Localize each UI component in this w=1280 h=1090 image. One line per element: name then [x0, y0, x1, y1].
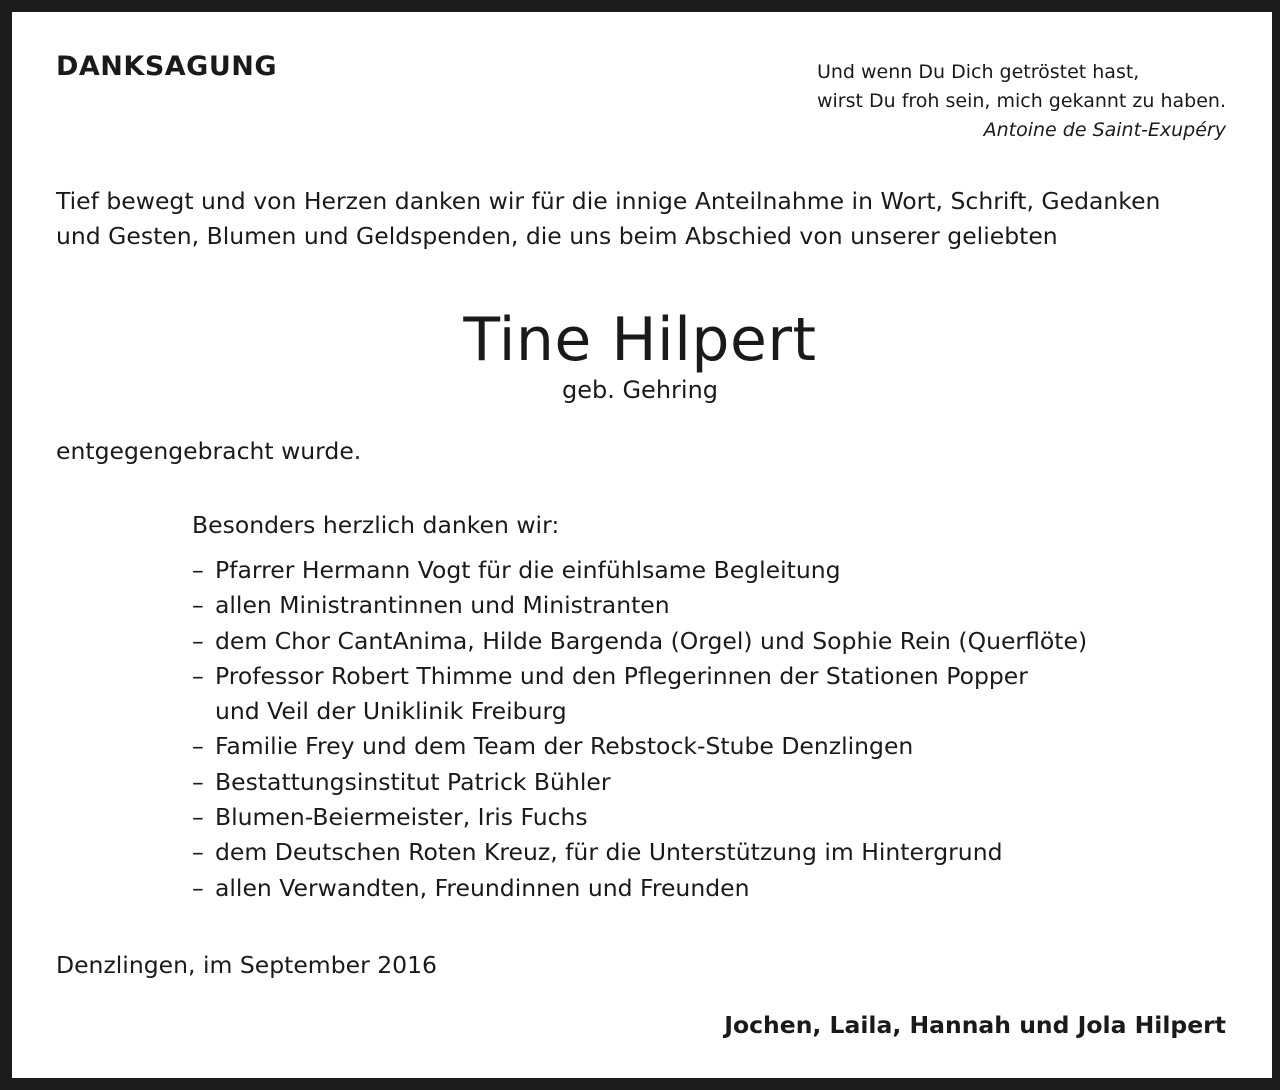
thanks-list-item	[192, 800, 1087, 835]
place-date: Denzlingen, im September 2016	[56, 951, 438, 979]
thanks-list-item	[192, 588, 1087, 623]
quote-line-1: Und wenn Du Dich getröstet hast,	[816, 61, 1140, 83]
thanks-list-item	[192, 729, 1087, 764]
dash-bullet: –	[192, 661, 204, 690]
thanks-item-text: allen Verwandten, Freundinnen und Freunden	[215, 873, 750, 902]
deceased-maiden-name: geb. Gehring	[561, 376, 719, 404]
quote-block	[817, 58, 1226, 145]
intro-conclusion: entgegengebracht wurde.	[56, 437, 362, 465]
dash-bullet: –	[192, 556, 204, 584]
notice-heading: DANKSAGUNG	[56, 51, 278, 82]
thanks-item-text: allen Ministrantinnen und Ministranten	[215, 591, 670, 620]
thanks-list-item	[192, 624, 1087, 659]
thanks-list-item	[192, 835, 1087, 870]
family-signature: Jochen, Laila, Hannah und Jola Hilpert	[724, 1011, 1226, 1039]
thanks-item-text: dem Chor CantAnima, Hilde Bargenda (Orgel) und Sophie Rein (Querflöte)	[215, 626, 1088, 655]
dash-bullet: –	[192, 591, 204, 620]
quote-author: Antoine de Saint-Exupéry	[983, 119, 1226, 141]
thanks-item-text: Familie Frey und dem Team der Rebstock-Stube Denzlingen	[215, 732, 914, 761]
intro-line-2: und Gesten, Blumen und Geldspenden, die uns beim Abschied von unserer geliebten	[56, 222, 1058, 250]
thanks-item-text: Professor Robert Thimme und den Pflegerinnen der Stationen Popper	[215, 661, 1028, 690]
thanks-list	[192, 553, 1087, 906]
deceased-name: Tine Hilpert	[463, 305, 817, 375]
thanks-item-text: Blumen-Beiermeister, Iris Fuchs	[215, 803, 588, 832]
dash-bullet: –	[192, 732, 204, 761]
thanks-item-text: Pfarrer Hermann Vogt für die einfühlsame Begleitung	[215, 556, 841, 584]
dash-bullet: –	[192, 873, 204, 902]
dash-bullet: –	[192, 803, 204, 832]
intro-paragraph	[56, 184, 1160, 254]
thanks-item-continuation: und Veil der Uniklinik Freiburg	[215, 697, 567, 726]
thanks-list-item	[192, 553, 1087, 588]
thanks-heading: Besonders herzlich danken wir:	[192, 511, 560, 539]
intro-line-1: Tief bewegt und von Herzen danken wir für die innige Anteilnahme in Wort, Schrift, Gedanken	[56, 187, 1161, 215]
thanks-list-item	[192, 659, 1087, 730]
thanks-list-item	[192, 871, 1087, 906]
thanks-item-text: Bestattungsinstitut Patrick Bühler	[215, 767, 611, 796]
thanks-item-text: dem Deutschen Roten Kreuz, für die Unterstützung im Hintergrund	[215, 838, 1003, 867]
quote-line-2: wirst Du froh sein, mich gekannt zu haben.	[816, 90, 1226, 112]
thanks-list-item	[192, 765, 1087, 800]
dash-bullet: –	[192, 838, 204, 867]
dash-bullet: –	[192, 626, 204, 655]
dash-bullet: –	[192, 767, 204, 796]
